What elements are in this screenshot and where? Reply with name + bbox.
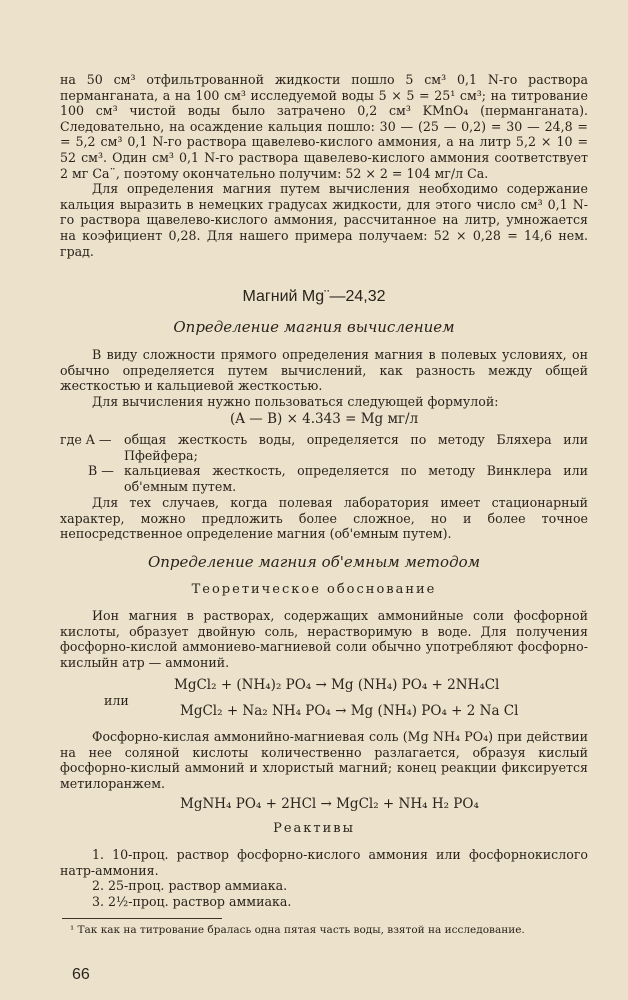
body-block-4 bbox=[60, 608, 588, 670]
paragraph-field-difficulty: В виду сложности прямого определения магния в полевых условиях, он обычно определяется путем вычислений, как разность между общей жесткостью и кальциевой жесткостью. bbox=[60, 347, 588, 394]
legend-key-b: B — bbox=[88, 463, 114, 479]
body-block-3 bbox=[60, 495, 588, 542]
legend-key-a: где A — bbox=[60, 432, 112, 447]
paragraph-decomposition: Фосфорно-кислая аммонийно-магниевая соль (Mg NH₄ PO₄) при действии на нее соляной кислоты количественно разлагается, образуя кислый фосфорно-кислый аммоний и хлористый магний; конец реакции фиксируется метилоранжем. bbox=[60, 729, 588, 791]
paragraph-formula-intro: Для вычисления нужно пользоваться следующей формулой: bbox=[92, 393, 499, 409]
formula-magnesium: (A — B) × 4.343 = Mg мг/л bbox=[230, 411, 419, 427]
legend-row-b bbox=[60, 463, 588, 494]
section-heading-magnesium: Магний Mg¨—24,32 bbox=[242, 288, 386, 305]
reaction-equation-2: MgCl₂ + Na₂ NH₄ PO₄ → Mg (NH₄) PO₄ + 2 Na Cl bbox=[180, 703, 519, 719]
legend-value-a: общая жесткость воды, определяется по методу Бляхера или Пфейфера; bbox=[124, 432, 588, 463]
body-block-5 bbox=[60, 729, 588, 791]
or-label: или bbox=[104, 693, 129, 708]
paragraph-titration-result: на 50 см³ отфильтрованной жидкости пошло 5 см³ 0,1 N-го раствора перманганата, а на 100 см³ исследуемой воды 5 × 5 = 25¹ см³; на титрование 100 см³ чистой воды было затрачено 0,2 см³ KMnO₄ (перманганата). Следовательно, на осаждение кальция пошло: 30 — (25 — 0,2) = 30 — 24,8 = = 5,2 см³ 0,1 N-го раствора щавелево-кислого аммония, а на литр 5,2 × 10 = 52 см³. Один см³ 0,1 N-го раствора щавелево-кислого аммония соответствует 2 мг Ca¨, поэтому окончательно получим: 52 × 2 = 104 мг/л Ca. bbox=[60, 72, 588, 181]
body-block-1 bbox=[60, 72, 588, 259]
reagent-item: 2. 25-проц. раствор аммиака. bbox=[92, 878, 288, 894]
reagent-item: 3. 2½-проц. раствор аммиака. bbox=[92, 893, 292, 909]
subheading-calculation: Определение магния вычислением bbox=[173, 318, 455, 336]
legend-value-b: кальциевая жесткость, определяется по методу Винклера или об'емным путем. bbox=[124, 463, 588, 494]
page-number: 66 bbox=[72, 966, 90, 983]
reagent-item: 1. 10-проц. раствор фосфорно-кислого аммония или фосфорнокислого натр-аммония. bbox=[60, 847, 588, 878]
subheading-reagents: Реактивы bbox=[273, 821, 355, 836]
paragraph-ion-magnesium: Ион магния в растворах, содержащих аммонийные соли фосфорной кислоты, образует двойную соль, нерастворимую в воде. Для получения фосфорно-кислой аммониево-магниевой соли обычно употребляют фосфорно-кислыйн атр — аммоний. bbox=[60, 608, 588, 670]
paragraph-stationary-lab: Для тех случаев, когда полевая лаборатория имеет стационарный характер, можно предложить более сложное, но и более точное непосредственное определение магния (об'емным путем). bbox=[60, 495, 588, 542]
formula-legend bbox=[60, 432, 588, 494]
footnote-divider bbox=[62, 918, 222, 919]
reaction-equation-1: MgCl₂ + (NH₄)₂ PO₄ → Mg (NH₄) PO₄ + 2NH₄Cl bbox=[174, 677, 500, 693]
paragraph-magnesium-calculation-intro: Для определения магния путем вычисления необходимо содержание кальция выразить в немецких градусах жидкости, для этого число см³ 0,1 N-го раствора щавелево-кислого аммония, рассчитанное на литр, умножается на коэфициент 0,28. Для нашего примера получаем: 52 × 0,28 = 14,6 нем. град. bbox=[60, 181, 588, 259]
subheading-theory: Теоретическое обоснование bbox=[191, 582, 437, 597]
footnote: ¹ Так как на титрование бралась одна пятая часть воды, взятой на исследование. bbox=[70, 924, 525, 936]
reagents-list bbox=[60, 847, 588, 909]
subheading-volumetric: Определение магния об'емным методом bbox=[147, 553, 481, 571]
body-block-2 bbox=[60, 347, 588, 409]
legend-row-a bbox=[60, 432, 588, 463]
reaction-equation-3: MgNH₄ PO₄ + 2HCl → MgCl₂ + NH₄ H₂ PO₄ bbox=[180, 796, 479, 812]
